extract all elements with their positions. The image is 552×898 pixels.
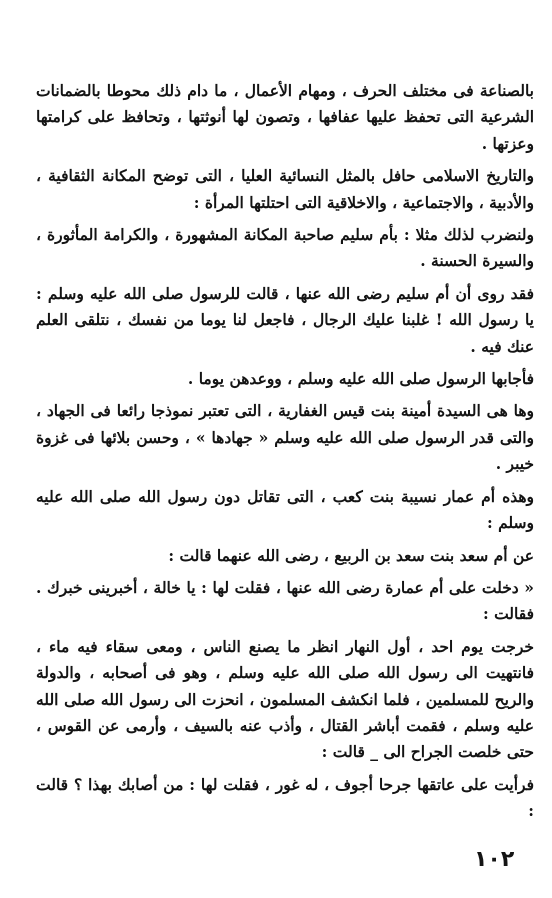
page-number: ١٠٢	[474, 847, 515, 872]
paragraph: فأجابها الرسول صلى الله عليه وسلم ، ووعدهن يوما .	[187, 369, 534, 389]
paragraph: عن أم سعد بنت سعد بن الربيع ، رضى الله عنهما قالت :	[168, 545, 534, 565]
paragraph: وهذه أم عمار نسيبة بنت كعب ، التى تقاتل دون رسول الله صلى الله عليه وسلم :	[36, 486, 534, 533]
body-text	[36, 78, 534, 831]
paragraph: فرأيت على عاتقها جرحا أجوف ، له غور ، فقلت لها : من أصابك بهذا ؟ قالت :	[36, 774, 534, 821]
paragraph: بالصناعة فى مختلف الحرف ، ومهام الأعمال ، ما دام ذلك محوطا بالضمانات الشرعية التى تحفظ عليها عفافها ، وتصون لها أنوثتها ، وتحافظ على كرامتها وعزتها .	[36, 81, 534, 153]
paragraph: فقد روى أن أم سليم رضى الله عنها ، قالت للرسول صلى الله عليه وسلم : يا رسول الله ! غلبنا عليك الرجال ، فاجعل لنا يوما من نفسك ، نتلقى العلم عنك فيه .	[36, 283, 534, 356]
paragraph: وها هى السيدة أمينة بنت قيس الغفارية ، التى تعتبر نموذجا رائعا فى الجهاد ، والتى قدر الرسول صلى الله عليه وسلم « جهادها » ، وحسن بلائها فى غزوة خيبر .	[36, 401, 534, 474]
paragraph: خرجت يوم احد ، أول النهار انظر ما يصنع الناس ، ومعى سقاء فيه ماء ، فانتهيت الى رسول الله صلى الله عليه وسلم ، وهو فى أصحابه ، والدولة والريح للمسلمين ، فلما انكشف المسلمون ، انحزت الى رسول الله صلى الله عليه وسلم ، فقمت أباشر القتال ، وأذب عنه بالسيف ، وأرمى عن القوس ، حتى خلصت الجراح الى _ قالت :	[36, 636, 534, 762]
paragraph: ولنضرب لذلك مثلا : بأم سليم صاحبة المكانة المشهورة ، والكرامة المأثورة ، والسيرة الحسنة .	[36, 225, 534, 271]
paragraph: « دخلت على أم عمارة رضى الله عنها ، فقلت لها : يا خالة ، أخبرينى خبرك . فقالت :	[36, 577, 534, 624]
paragraph: والتاريخ الاسلامى حافل بالمثل النسائية العليا ، التى توضح المكانة الثقافية ، والأدبية ، والاجتماعية ، والاخلاقية التى احتلتها المرأة :	[36, 166, 534, 212]
